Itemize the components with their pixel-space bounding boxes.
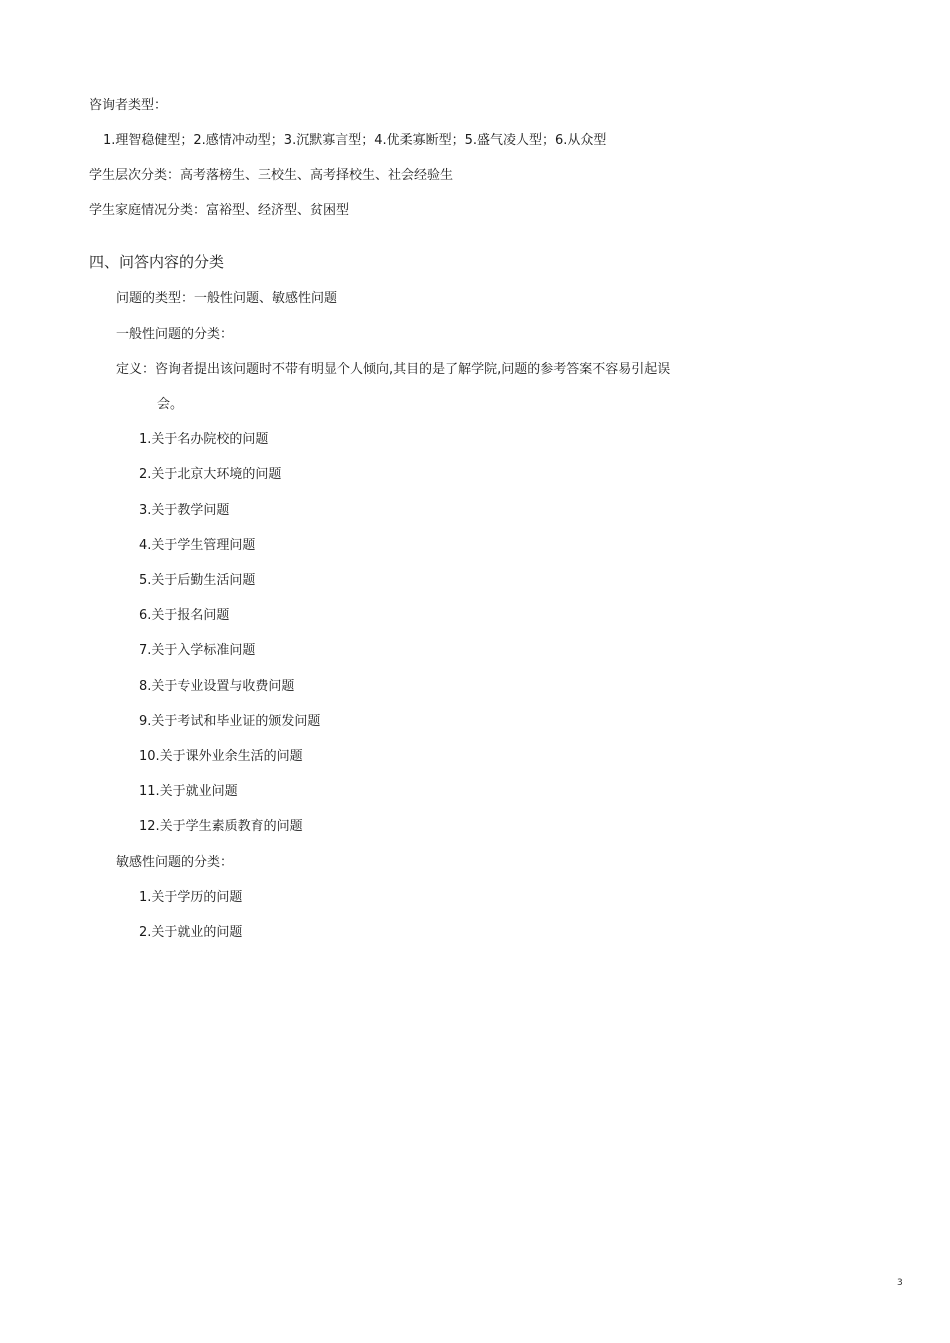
definition-line-1: 定义：咨询者提出该问题时不带有明显个人倾向,其目的是了解学院,问题的参考答案不容易引起误	[116, 362, 671, 377]
general-questions-label: 一般性问题的分类：	[116, 327, 234, 342]
list-item: 1.关于学历的问题	[139, 890, 243, 905]
list-item: 12.关于学生素质教育的问题	[139, 819, 303, 834]
list-item: 2.关于北京大环境的问题	[139, 467, 282, 482]
page-number: 3	[897, 1278, 903, 1288]
list-item: 3.关于教学问题	[139, 503, 230, 518]
list-item: 11.关于就业问题	[139, 784, 238, 799]
list-item: 8.关于专业设置与收费问题	[139, 679, 295, 694]
list-item: 4.关于学生管理问题	[139, 538, 256, 553]
sensitive-questions-label: 敏感性问题的分类：	[116, 855, 234, 870]
student-levels-text: 学生层次分类：高考落榜生、三校生、高考择校生、社会经验生	[89, 168, 454, 183]
list-item: 7.关于入学标准问题	[139, 643, 256, 658]
list-item: 5.关于后勤生活问题	[139, 573, 256, 588]
list-item: 2.关于就业的问题	[139, 925, 243, 940]
consultant-types-label: 咨询者类型：	[89, 98, 168, 113]
list-item: 6.关于报名问题	[139, 608, 230, 623]
definition-line-2: 会。	[157, 397, 184, 412]
question-types-text: 问题的类型：一般性问题、敏感性问题	[116, 291, 338, 306]
section-heading: 四、问答内容的分类	[89, 253, 225, 271]
consultant-types-list: 1.理智稳健型；2.感情冲动型；3.沉默寡言型；4.优柔寡断型；5.盛气凌人型；6.从众型	[103, 133, 607, 148]
list-item: 1.关于名办院校的问题	[139, 432, 269, 447]
list-item: 9.关于考试和毕业证的颁发问题	[139, 714, 321, 729]
family-status-text: 学生家庭情况分类：富裕型、经济型、贫困型	[89, 203, 350, 218]
list-item: 10.关于课外业余生活的问题	[139, 749, 303, 764]
